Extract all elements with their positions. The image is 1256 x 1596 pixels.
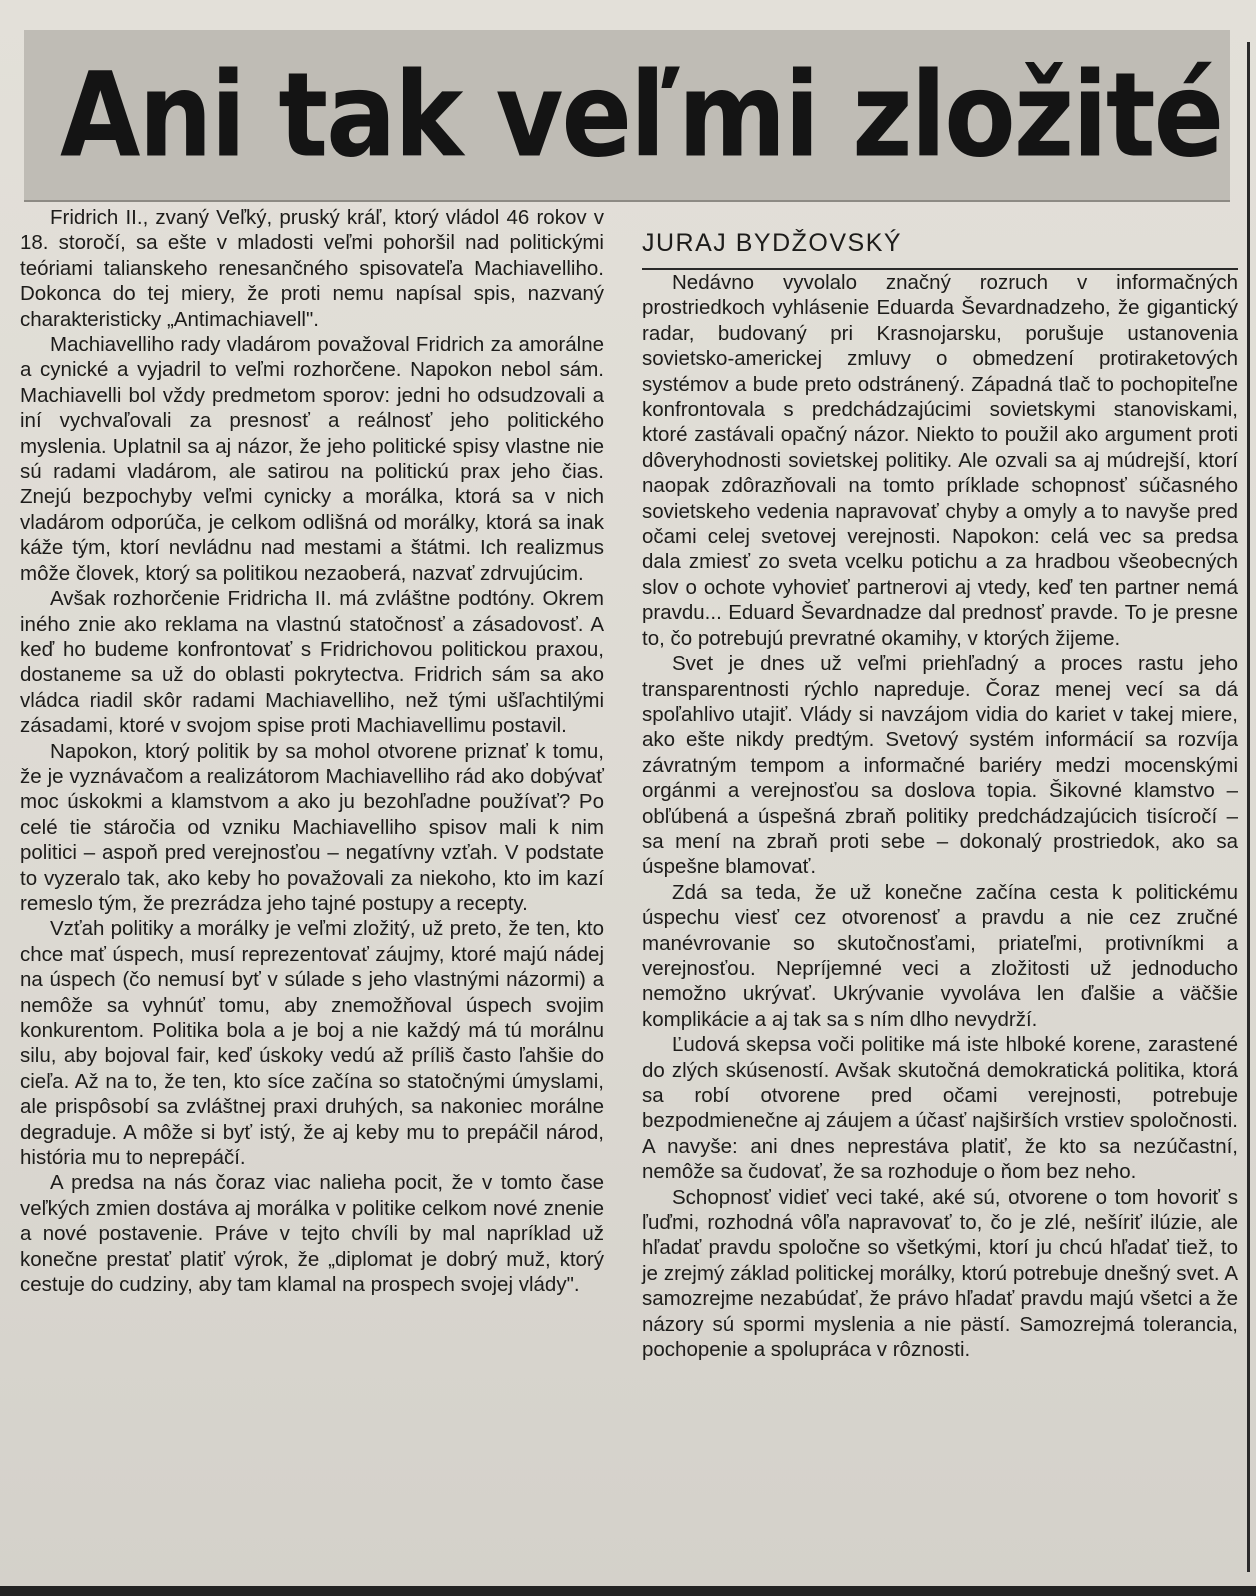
paragraph: A predsa na nás čoraz viac nalieha pocit, že v tomto čase veľkých zmien dostáva aj morálka v politike celkom nové znenie a nové postavenie. Práve v tejto chvíli by mal napríklad už konečne prestať platiť výrok, že „diplomat je dobrý muž, ktorý cestuje do cudziny, aby tam klamal na prospech svojej vlády".	[20, 1171, 604, 1297]
paragraph: Zdá sa teda, že už konečne začína cesta k politickému úspechu viesť cez otvorenosť a pravdu a nie cez zručné manévrovanie so skutočnosťami, priateľmi, protivníkmi a verejnosťou. Nepríjemné veci a zložitosti už jednoducho nemožno ukrývať. Ukrývanie vyvoláva len ďalšie a väčšie komplikácie a aj tak sa s ním dlho nevydrží.	[642, 880, 1238, 1031]
paragraph: Napokon, ktorý politik by sa mohol otvorene priznať k tomu, že je vyznávačom a realizátorom Machiavelliho rád ako dobývať moc úskokmi a klamstvom a ako ju bezohľadne používať? Po celé tie stáročia od vzniku Machiavelliho spisov mali k nim politici – aspoň pred verejnosťou – negatívny vzťah. V podstate to vyzeralo tak, ako keby ho považovali za niekoho, kto im kazí remeslo tým, že prezrádza jeho tajné postupy a recepty.	[20, 739, 604, 915]
page-edge-rule	[1247, 42, 1250, 1572]
bottom-edge-bar	[0, 1586, 1256, 1596]
paragraph: Nedávno vyvolalo značný rozruch v informačných prostriedkoch vyhlásenie Eduarda Ševardnadzeho, že gigantický radar, budovaný pri Krasnojarsku, porušuje ustanovenia sovietsko-americkej zmluvy o obmedzení protiraketových systémov a bude preto odstránený. Západná tlač to pochopiteľne konfrontovala s predchádzajúcimi sovietskymi stanoviskami, ktoré zastávali opačný názor. Niekto to použil ako argument proti dôveryhodnosti sovietskej politiky. Ale ozvali sa aj múdrejší, ktorí naopak zdôrazňovali na tomto príklade schopnosť súčasného sovietskeho vedenia napravovať chyby a omyly a to navyše pred očami celej svetovej verejnosti. Napokon: celá vec sa predsa dala zmiesť zo sveta vcelku potichu a za hradbou všeobecných slov o ochote vyhovieť partnerovi aj vtedy, keď ten partner nemá pravdu... Eduard Ševardnadze dal prednosť pravde. To je presne to, čo potrebujú prevratné okamihy, v ktorých žijeme.	[642, 271, 1238, 650]
paragraph: Vzťah politiky a morálky je veľmi zložitý, už preto, že ten, kto chce mať úspech, musí reprezentovať záujmy, ktoré majú nádej na úspech (čo nemusí byť v súlade s jeho vlastnými názormi) a nemôže sa vyhnúť tomu, aby znemožňoval úspech svojim konkurentom. Politika bola a je boj a nie každý má tú morálnu silu, aby bojoval fair, keď úskoky vedú až príliš často ľahšie do cieľa. Až na to, že ten, kto síce začína so statočnými úmyslami, ale prispôsobí sa zvláštnej praxi druhých, sa nakoniec morálne degraduje. A môže si byť istý, že aj keby mu to prepáčil národ, história mu to neprepáčí.	[20, 917, 604, 1170]
paragraph: Ľudová skepsa voči politike má iste hlboké korene, zarastené do zlých skúseností. Avšak skutočná demokratická politika, ktorá sa robí otvorene pred očami verejnosti, potrebuje bezpodmienečne aj záujem a účasť najširších vrstiev spoločnosti. A navyše: ani dnes neprestáva platiť, že kto sa nezúčastní, nemôže sa čudovať, že sa rozhoduje o ňom bez neho.	[642, 1033, 1238, 1184]
paragraph: Avšak rozhorčenie Fridricha II. má zvláštne podtóny. Okrem iného znie ako reklama na vlastnú statočnosť a zásadovosť. A keď ho budeme konfrontovať s Fridrichovou politickou praxou, dostaneme sa už do oblasti pokrytectva. Fridrich sám sa ako vládca riadil skôr radami Machiavelliho, než tými ušľachtilými zásadami, ktoré v svojom spise proti Machiavellimu postavil.	[20, 587, 604, 738]
paragraph: Machiavelliho rady vladárom považoval Fridrich za amorálne a cynické a vyjadril to veľmi rozhorčene. Napokon nebol sám. Machiavelli bol vždy predmetom sporov: jedni ho odsudzovali a iní vychvaľovali za presnosť a reálnosť jeho politického myslenia. Uplatnil sa aj názor, že jeho politické spisy vlastne nie sú radami vladárom, ale satirou na politickú prax jeho čias. Znejú bezpochyby veľmi cynicky a morálka, ktorá sa v nich vladárom odporúča, je celkom odlišná od morálky, ktorá sa inak káže tým, ktorí nevládnu nad mestami a štátmi. Ich realizmus môže človek, ktorý sa politikou nezaoberá, nazvať zdrvujúcim.	[20, 333, 604, 585]
paragraph: Schopnosť vidieť veci také, aké sú, otvorene o tom hovoriť s ľuďmi, rozhodná vôľa napravovať to, čo je zlé, nešíriť ilúzie, ale hľadať pravdu spoločne so všetkými, ktorí ju chcú hľadať tiež, to je zrejmý základ politickej morálky, ktorú potrebuje dnešný svet. A samozrejme nezabúdať, že právo hľadať pravdu majú všetci a že názory sú spormi myslenia a nie pästí. Samozrejmá tolerancia, pochopenie a spolupráca v rôznosti.	[642, 1185, 1238, 1362]
author-byline: JURAJ BYDŽOVSKÝ	[642, 228, 1238, 270]
left-column	[20, 205, 604, 1297]
article-headline: Ani tak veľmi zložité	[60, 46, 1223, 184]
right-column	[642, 228, 1238, 1362]
paragraph: Fridrich II., zvaný Veľký, pruský kráľ, ktorý vládol 46 rokov v 18. storočí, sa ešte v mladosti veľmi pohoršil nad politickými teóriami talianskeho renesančného spisovateľa Machiavelliho. Dokonca do tej miery, že proti nemu napísal spis, nazvaný charakteristicky „Antimachiavell".	[20, 206, 604, 331]
paragraph: Svet je dnes už veľmi priehľadný a proces rastu jeho transparentnosti rýchlo napreduje. Čoraz menej vecí sa dá spoľahlivo utajiť. Vlády si navzájom vidia do kariet v takej miere, ako ešte nikdy predtým. Svetový systém informácií sa rozvíja závratným tempom a informačné bariéry medzi mocenskými orgánmi a verejnosťou sa doslova topia. Šikovné klamstvo – obľúbená a úspešná zbraň politiky predchádzajúcich tisícročí – sa mení na zbraň proti sebe – dokonalý prostriedok, ako sa úspešne blamovať.	[642, 652, 1238, 879]
